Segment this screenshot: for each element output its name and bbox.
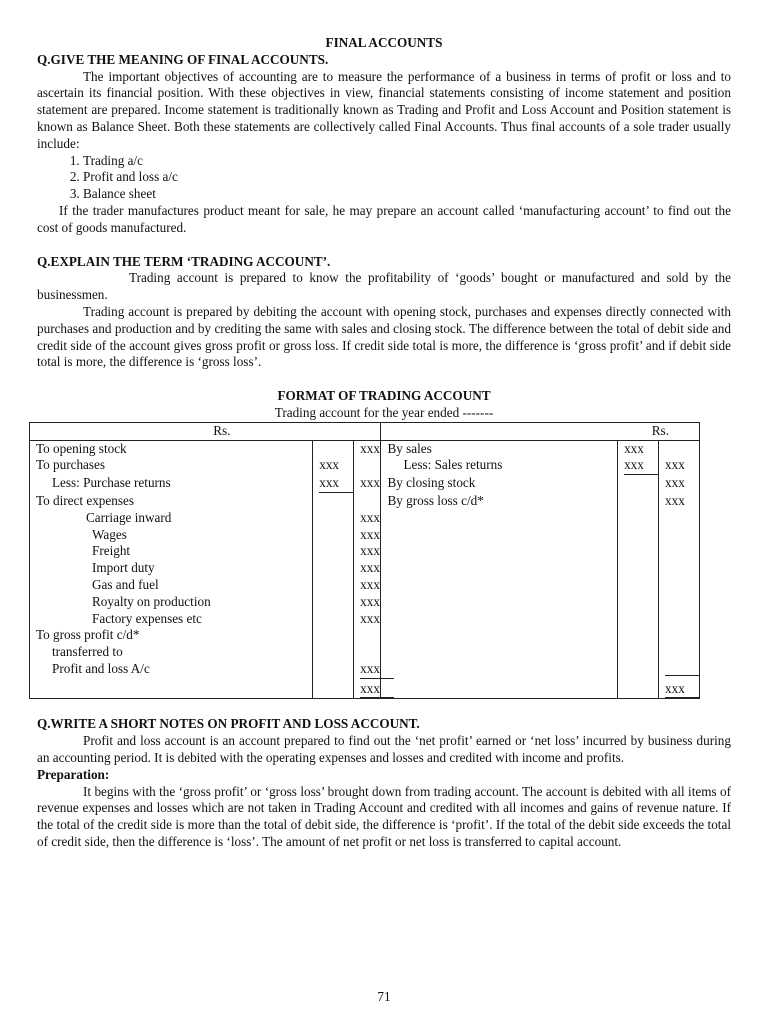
debit-label: To opening stock [30,440,313,457]
amount: xxx [354,543,381,560]
debit-label: Import duty [30,560,313,577]
debit-label: Carriage inward [30,510,313,527]
amount: xxx [354,527,381,544]
amount: xxx [354,510,381,527]
table-row [30,457,700,475]
amount: xxx [354,560,381,577]
credit-rs-header: Rs. [381,422,700,440]
table-row [30,611,700,628]
list-item: 3. Balance sheet [83,186,731,203]
debit-label: Gas and fuel [30,577,313,594]
amount: xxx [659,475,700,493]
trading-paragraph-2: Trading account is prepared by debiting the account with opening stock, purchases and expenses directly connected with purchases and production and by crediting the same with sales and closing stock. The difference between the total of debit side and credit side of the account gives gross profit or gross loss. If credit side total is more, the difference is ‘gross profit’ and if debit side total is more, the difference is ‘gross loss’. [37,303,731,370]
amount: xxx [354,475,381,493]
manufacturing-paragraph: If the trader manufactures product meant for sale, he may prepare an account called ‘manufacturing account’ to find out the cost of goods manufactured. [37,202,731,235]
debit-label: Wages [30,527,313,544]
debit-label: Factory expenses etc [30,611,313,628]
profit-loss-paragraph-2: It begins with the ‘gross profit’ or ‘gross loss’ brought down from trading account. The account is debited with all items of revenue expenses and losses which are not taken in Trading Account and credited with all incomes and gains of revenue nature. If the total of the credit side is more than the total of debit side, the difference is ‘profit’. If the total of the debit side exceeds the total of credit side, then the difference is ‘loss’. The amount of net profit or net loss is transferred to capital account. [37,783,731,850]
table-row [30,440,700,457]
amount: xxx [659,457,700,475]
table-row [30,627,700,644]
table-row [30,493,700,510]
list-item: 1. Trading a/c [83,153,731,170]
debit-label: To gross profit c/d* [30,627,313,644]
debit-total: xxx [360,681,394,699]
credit-total: xxx [665,681,699,699]
total-rule [665,661,699,676]
debit-label: To purchases [30,457,313,475]
table-total-row [30,681,700,699]
debit-label: To direct expenses [30,493,313,510]
format-title: FORMAT OF TRADING ACCOUNT [277,388,491,404]
final-accounts-paragraph: The important objectives of accounting are to measure the performance of a business in terms of profit or loss and to ascertain its financial position. With these objectives in view, financial statements consisting of income statement and position statement are prepared. Income statement is traditionally known as Trading and Profit and Loss Account and Position statement is known as Balance Sheet. Both these statements are collectively called Final Accounts. Thus final accounts of a sole trader usually include: [37,68,731,151]
credit-label: By sales [381,440,618,457]
amount: xxx [659,493,700,510]
amount: xxx [618,440,659,457]
credit-label: By closing stock [381,475,618,493]
amount: xxx [354,440,381,457]
debit-label: Less: Purchase returns [30,475,313,493]
debit-label: Royalty on production [30,594,313,611]
amount: xxx [354,611,381,628]
amount: xxx [319,475,353,493]
table-row [30,510,700,527]
table-header-row [30,422,700,440]
format-subtitle: Trading account for the year ended ------- [274,404,494,420]
profit-loss-paragraph-1: Profit and loss account is an account prepared to find out the ‘net profit’ earned or ‘net loss’ incurred by business during an accounting period. It is debited with the operating expenses and losses and credited with income and profits. [37,733,731,766]
preparation-heading: Preparation: [37,766,110,782]
amount: xxx [624,457,658,475]
table-row [30,560,700,577]
table-row [30,644,700,661]
document-page [37,35,731,851]
credit-label: By gross loss c/d* [381,493,618,510]
table-row [30,475,700,493]
page-title: FINAL ACCOUNTS [325,35,443,50]
table-row [30,543,700,560]
question-heading-final-accounts: Q.GIVE THE MEANING OF FINAL ACCOUNTS. [37,51,329,67]
page-number: 71 [377,989,391,1004]
question-heading-profit-loss: Q.WRITE A SHORT NOTES ON PROFIT AND LOSS ACCOUNT. [37,716,420,732]
table-row [30,527,700,544]
amount: xxx [354,594,381,611]
trading-account-table [29,422,700,700]
debit-label: transferred to [30,644,313,661]
debit-rs-header: Rs. [30,422,381,440]
list-item: 2. Profit and loss a/c [83,169,731,186]
amount: xxx [313,457,354,475]
table-row [30,577,700,594]
trading-paragraph-1: Trading account is prepared to know the profitability of ‘goods’ bought or manufactured and sold by the businessmen. [37,270,731,303]
table-row [30,594,700,611]
final-accounts-list [37,153,731,203]
table-row [30,661,700,681]
amount: xxx [354,577,381,594]
debit-label: Freight [30,543,313,560]
question-heading-trading-account: Q.EXPLAIN THE TERM ‘TRADING ACCOUNT’. [37,253,331,269]
debit-label: Profit and loss A/c [30,661,313,681]
amount: xxx [360,661,394,679]
credit-label: Less: Sales returns [381,457,618,475]
